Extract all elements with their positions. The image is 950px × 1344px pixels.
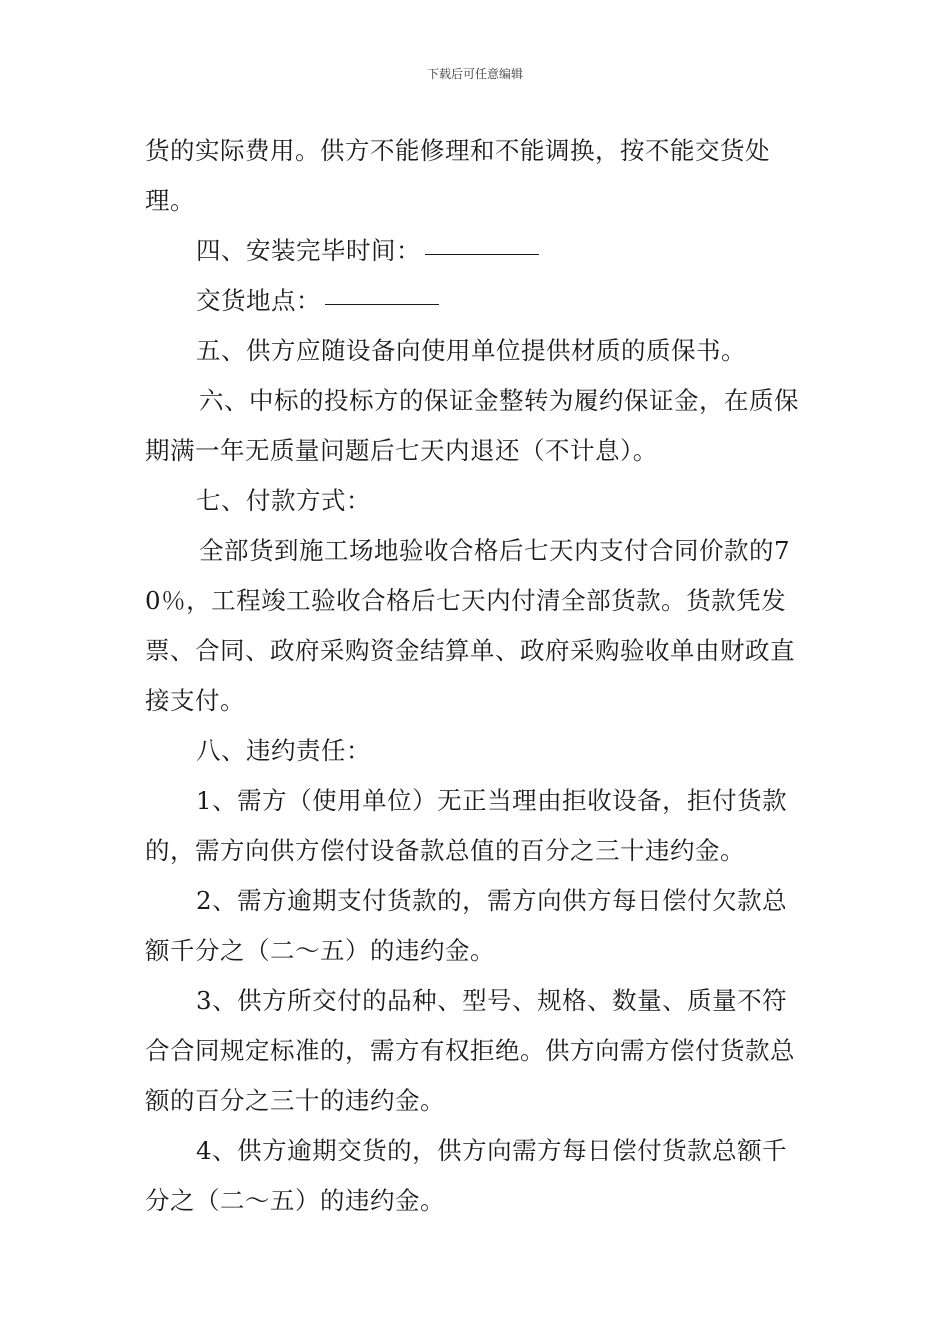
paragraph-section-5: 五、供方应随设备向使用单位提供材质的质保书。 <box>196 336 746 365</box>
paragraph-breach-3: 3、供方所交付的品种、型号、规格、数量、质量不符合合同规定标准的，需方有权拒绝。供方向需方偿付货款总额的百分之三十的违约金。 <box>145 986 795 1115</box>
paragraph-payment-terms: 全部货到施工场地验收合格后七天内支付合同价款的70％，工程竣工验收合格后七天内付清全部货款。货款凭发票、合同、政府采购资金结算单、政府采购验收单由财政直接支付。 <box>145 536 795 715</box>
document-body <box>145 126 810 1226</box>
page-header-note: 下载后可任意编辑 <box>426 67 523 81</box>
paragraph-breach-2: 2、需方逾期支付货款的，需方向供方每日偿付欠款总额千分之（二～五）的违约金。 <box>145 886 788 965</box>
paragraph-delivery-place <box>145 276 810 326</box>
delivery-place-blank <box>325 303 439 305</box>
paragraph-section-7-heading: 七、付款方式： <box>196 486 371 515</box>
delivery-place-label: 交货地点： <box>196 286 321 315</box>
install-time-blank <box>425 253 539 255</box>
paragraph-section-6: 六、中标的投标方的保证金整转为履约保证金，在质保期满一年无质量问题后七天内退还（不计息）。 <box>145 386 799 465</box>
paragraph-section-8-heading: 八、违约责任： <box>196 736 371 765</box>
paragraph-install-time <box>145 226 810 276</box>
install-time-label: 四、安装完毕时间： <box>196 236 421 265</box>
paragraph-breach-4: 4、供方逾期交货的，供方向需方每日偿付货款总额千分之（二～五）的违约金。 <box>145 1136 788 1215</box>
paragraph-continuation: 货的实际费用。供方不能修理和不能调换，按不能交货处理。 <box>145 136 770 215</box>
paragraph-breach-1: 1、需方（使用单位）无正当理由拒收设备，拒付货款的，需方向供方偿付设备款总值的百分之三十违约金。 <box>145 786 788 865</box>
